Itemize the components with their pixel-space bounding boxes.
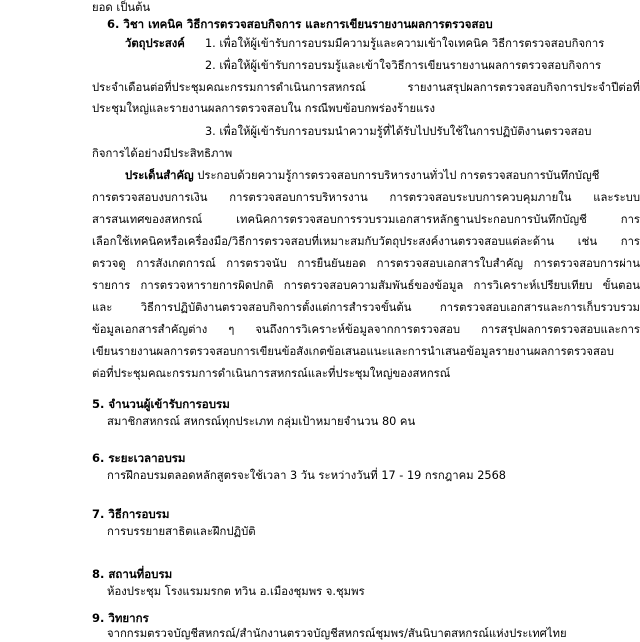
objective-3-cont: กิจการได้อย่างมีประสิทธิภาพ [92, 147, 233, 160]
key-point-line: การตรวจสอบงบการเงิน การตรวจสอบการบริหารงาน การตรวจสอบระบบการควบคุมภายใน และระบบ [92, 191, 640, 204]
objective-label: วัตถุประสงค์ [125, 37, 185, 50]
key-point-line: ประกอบด้วยความรู้การตรวจสอบการบริหารงานทั่วไป การตรวจสอบการบันทึกบัญชี [193, 169, 600, 182]
key-point-line: สารสนเทศของสหกรณ์ เทคนิคการตรวจสอบการรวบรวมเอกสารหลักฐานประกอบการบันทึกบัญชี การ [92, 213, 640, 226]
key-points-first-line [125, 168, 640, 184]
section-heading: 8. สถานที่อบรม [92, 567, 173, 581]
objective-2: 2. เพื่อให้ผู้เข้ารับการอบรมรู้และเข้าใจวิธีการเขียนรายงานผลการตรวจสอบกิจการ [205, 59, 602, 72]
top-fragment: ยอด เป็นต้น [92, 1, 151, 14]
key-point-line: ต่อที่ประชุมคณะกรรมการดำเนินการสหกรณ์และที่ประชุมใหญ่ของสหกรณ์ [92, 367, 451, 380]
section-body: สมาชิกสหกรณ์ สหกรณ์ทุกประเภท กลุ่มเป้าหมายจำนวน 80 คน [107, 415, 416, 428]
objective-2-cont-1: ประจำเดือนต่อที่ประชุมคณะกรรมการดำเนินการสหกรณ์ รายงานสรุปผลการตรวจสอบกิจการประจำปีต่อที่ [92, 81, 640, 94]
objective-1: 1. เพื่อให้ผู้เข้ารับการอบรมมีความรู้และความเข้าใจเทคนิค วิธีการตรวจสอบกิจการ [205, 37, 605, 50]
section-body: การฝึกอบรมตลอดหลักสูตรจะใช้เวลา 3 วัน ระหว่างวันที่ 17 - 19 กรกฎาคม 2568 [107, 469, 506, 482]
section-heading: 7. วิธีการอบรม [92, 507, 170, 521]
objective-2-cont-2: ประชุมใหญ่และรายงานผลการตรวจสอบใน กรณีพบข้อบกพร่องร้ายแรง [92, 102, 435, 115]
objective-3: 3. เพื่อให้ผู้เข้ารับการอบรมนำความรู้ที่ได้รับไปปรับใช้ในการปฏิบัติงานตรวจสอบ [205, 125, 592, 138]
key-point-line: เขียนรายงานผลการตรวจสอบการเขียนข้อสังเกตข้อเสนอแนะและการนำเสนอข้อมูลรายงานผลการตรวจสอบ [92, 345, 614, 358]
key-points-label: ประเด็นสำคัญ [125, 169, 194, 182]
key-point-line: ตรวจดู การสังเกตการณ์ การตรวจนับ การยืนยันยอด การตรวจสอบเอกสารใบสำคัญ การตรวจสอบการผ่าน [92, 257, 640, 270]
key-point-line: รายการ การตรวจหารายการผิดปกติ การตรวจสอบความสัมพันธ์ของข้อมูล การวิเคราะห์เปรียบเทียบ ขั้นตอน [92, 279, 640, 292]
section-heading: 5. จำนวนผู้เข้ารับการอบรม [92, 397, 230, 411]
key-point-line: และ วิธีการปฏิบัติงานตรวจสอบกิจการตั้งแต่การสำรวจขั้นต้น การตรวจสอบเอกสารและการเก็บรวบรวม [92, 301, 640, 314]
key-point-line: ข้อมูลเอกสารสำคัญต่าง ๆ จนถึงการวิเคราะห์ข้อมูลจากการตรวจสอบ การสรุปผลการตรวจสอบและการ [92, 323, 640, 336]
section-body: จากกรมตรวจบัญชีสหกรณ์/สำนักงานตรวจบัญชีสหกรณ์ชุมพร/สันนิบาตสหกรณ์แห่งประเทศไทย [107, 627, 567, 640]
section-heading: 9. วิทยากร [92, 611, 149, 625]
section-heading: 6. ระยะเวลาอบรม [92, 451, 186, 465]
section-body: การบรรยายสาธิตและฝึกปฏิบัติ [107, 525, 256, 538]
subject-6-heading: 6. วิชา เทคนิค วิธีการตรวจสอบกิจการ และการเขียนรายงานผลการตรวจสอบ [107, 17, 493, 31]
key-point-line: เลือกใช้เทคนิคหรือเครื่องมือ/วิธีการตรวจสอบที่เหมาะสมกับวัตถุประสงค์งานตรวจสอบแต่ละด้าน เช่น การ [92, 235, 640, 248]
section-body: ห้องประชุม โรงแรมมรกต ทวิน อ.เมืองชุมพร จ.ชุมพร [107, 585, 365, 598]
